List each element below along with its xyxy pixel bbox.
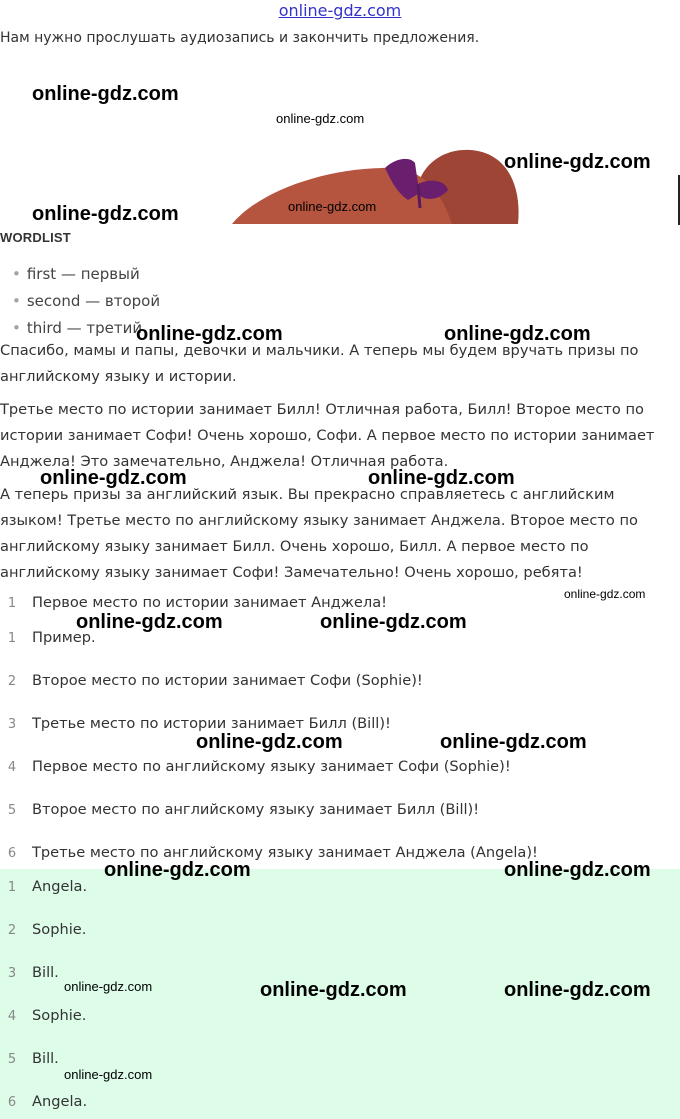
watermark: online-gdz.com: [32, 83, 179, 105]
answer-row: 1 Angela.: [7, 878, 88, 895]
bullet-icon: •: [12, 265, 21, 283]
watermark: online-gdz.com: [64, 979, 153, 994]
sentence-row: 4 Первое место по английскому языку занимает Софи (Sophie)!: [7, 758, 511, 775]
watermark: online-gdz.com: [320, 611, 467, 633]
watermark: online-gdz.com: [276, 111, 365, 126]
watermark: online-gdz.com: [504, 859, 651, 881]
sentence-row: 5 Второе место по английскому языку занимает Билл (Bill)!: [7, 801, 480, 818]
sentence-row: 6 Третье место по английскому языку занимает Анджела (Angela)!: [7, 844, 538, 861]
sentence-row: 3 Третье место по истории занимает Билл (Bill)!: [7, 715, 391, 732]
wordlist-title: WORDLIST: [0, 230, 71, 245]
watermark: online-gdz.com: [104, 859, 251, 881]
instruction-text: Нам нужно прослушать аудиозапись и закончить предложения.: [0, 30, 480, 46]
wordlist-item: • second — второй: [12, 292, 161, 310]
watermark: online-gdz.com: [288, 199, 377, 214]
answer-row: 6 Angela.: [7, 1093, 88, 1110]
sentence-row: 2 Второе место по истории занимает Софи (Sophie)!: [7, 672, 423, 689]
bullet-icon: •: [12, 319, 21, 337]
answer-row: 3 Bill.: [7, 964, 59, 981]
watermark: online-gdz.com: [40, 467, 187, 489]
watermark: online-gdz.com: [32, 203, 179, 225]
watermark: online-gdz.com: [64, 1067, 153, 1082]
sentence-row: 1 Пример.: [7, 629, 96, 646]
answer-row: 5 Bill.: [7, 1050, 59, 1067]
watermark: online-gdz.com: [260, 979, 407, 1001]
watermark: online-gdz.com: [368, 467, 515, 489]
watermark: online-gdz.com: [196, 731, 343, 753]
sentence-row: 1 Первое место по истории занимает Анджела!: [7, 594, 388, 611]
paragraph: Спасибо, мамы и папы, девочки и мальчики. А теперь мы будем вручать призы по английскому языку и истории.: [0, 342, 639, 385]
site-link[interactable]: online-gdz.com: [278, 1, 402, 20]
watermark: online-gdz.com: [504, 979, 651, 1001]
paragraph: Третье место по истории занимает Билл! Отличная работа, Билл! Второе место по истории занимает Софи! Очень хорошо, Софи. А первое место по истории занимает Анджела! Это замечательно, Анджела! Отличная работа.: [0, 401, 655, 470]
wordlist-item: • first — первый: [12, 265, 140, 283]
watermark: online-gdz.com: [76, 611, 223, 633]
watermark: online-gdz.com: [136, 323, 283, 345]
watermark: online-gdz.com: [504, 151, 651, 173]
watermark: online-gdz.com: [444, 323, 591, 345]
wordlist-item: • third — третий: [12, 319, 143, 337]
bullet-icon: •: [12, 292, 21, 310]
paragraph: А теперь призы за английский язык. Вы прекрасно справляетесь с английским языком! Третье место по английскому языку занимает Анджела. Второе место по английскому языку занимает Билл. Очень хорошо, Билл. А первое место по английскому языку занимает Софи! Замечательно! Очень хорошо, ребята!: [0, 486, 638, 581]
watermark: online-gdz.com: [564, 587, 646, 601]
answer-row: 4 Sophie.: [7, 1007, 87, 1024]
watermark: online-gdz.com: [440, 731, 587, 753]
answer-row: 2 Sophie.: [7, 921, 87, 938]
